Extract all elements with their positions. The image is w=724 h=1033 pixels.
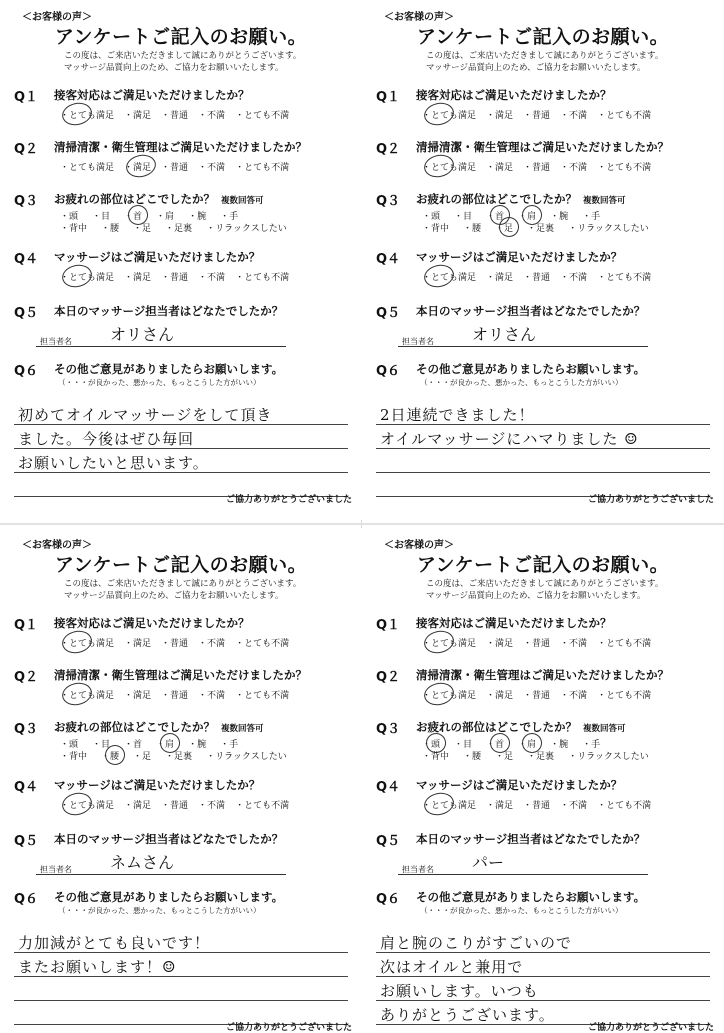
body-part-item[interactable]: ・手 (582, 212, 601, 222)
handwritten-comment-line: またお願いします！☺ (18, 958, 177, 976)
question-number: Q１ (376, 90, 401, 105)
option-item[interactable]: ・とても満足 (422, 273, 477, 283)
thanks-text: ご協力ありがとうございました (225, 1023, 352, 1033)
question-text: 本日のマッサージ担当者はどなたでしたか？ (416, 832, 646, 846)
question-number: Q２ (376, 670, 401, 685)
body-part-item[interactable]: ・手 (582, 740, 601, 750)
body-part-item[interactable]: ・リラックスしたい (206, 224, 287, 234)
option-item[interactable]: ・普通 (161, 273, 189, 283)
question-text: その他ご意見がありましたらお願いします。 (416, 362, 646, 376)
option-item[interactable]: ・満足 (124, 691, 152, 701)
ruled-line (14, 1000, 348, 1001)
body-part-item[interactable]: ・首 (124, 212, 143, 222)
body-part-item[interactable]: ・足裏 (165, 224, 193, 234)
ruled-line (376, 472, 710, 473)
handwritten-comment-line: 次はオイルと兼用で (380, 958, 524, 976)
intro-line: この度は、ご来店いただきまして誠にありがとうございます。 (426, 579, 664, 589)
question-number: Q１ (376, 618, 401, 633)
intro-line: この度は、ご来店いただきまして誠にありがとうございます。 (426, 51, 664, 61)
option-item[interactable]: ・不満 (198, 639, 226, 649)
thanks-text: ご協力ありがとうございました (587, 1023, 714, 1033)
handwritten-circle-mark (422, 628, 456, 656)
question-text: マッサージはご満足いただけましたか？ (416, 778, 623, 792)
body-part-item[interactable]: ・腰 (101, 224, 120, 234)
handwritten-circle-mark (422, 790, 456, 818)
option-item[interactable]: ・とても不満 (235, 691, 290, 701)
option-item[interactable]: ・とても不満 (597, 801, 652, 811)
body-part-item[interactable]: ・腰 (463, 752, 482, 762)
question-number: Q５ (14, 306, 39, 321)
form-title: アンケートご記入のお願い。 (416, 554, 670, 576)
body-part-item[interactable]: ・足 (133, 224, 152, 234)
question-number: Q３ (376, 194, 401, 209)
question-text: 接客対応はご満足いただけましたか？ (416, 88, 612, 102)
question-text (416, 191, 626, 207)
handwritten-circle-mark (422, 152, 456, 180)
staff-name-line (398, 874, 648, 875)
survey-card (0, 0, 362, 520)
body-part-item[interactable]: ・リラックスしたい (568, 224, 649, 234)
body-part-item[interactable]: ・足裏 (527, 224, 555, 234)
intro-text (64, 50, 301, 74)
option-item[interactable]: ・とても不満 (597, 691, 652, 701)
satisfaction-options (60, 160, 299, 173)
staff-label: 担当者名 (40, 865, 72, 874)
question-text: 接客対応はご満足いただけましたか？ (416, 616, 612, 630)
question-number: Q２ (14, 142, 39, 157)
satisfaction-options (60, 798, 299, 811)
option-item[interactable]: ・普通 (523, 163, 551, 173)
body-part-item[interactable]: ・肩 (518, 212, 537, 222)
satisfaction-options (60, 270, 299, 283)
question-text (416, 719, 626, 735)
question-number: Q３ (376, 722, 401, 737)
survey-card (0, 528, 362, 1033)
thanks-text: ご協力ありがとうございました (587, 495, 714, 505)
handwritten-circle-mark (60, 680, 94, 708)
intro-line: マッサージ品質向上のため、ご協力をお願いいたします。 (426, 63, 646, 73)
body-parts-row (60, 221, 301, 234)
body-parts-row (422, 749, 663, 762)
question-number: Q４ (376, 780, 401, 795)
option-item[interactable]: ・とても不満 (597, 163, 652, 173)
body-part-item[interactable]: ・背中 (422, 752, 450, 762)
intro-line: この度は、ご来店いただきまして誠にありがとうございます。 (64, 51, 302, 61)
body-part-item[interactable]: ・目 (92, 212, 111, 222)
body-part-item[interactable]: ・足裏 (527, 752, 555, 762)
satisfaction-options (422, 108, 661, 121)
multi-answer-note: 複数回答可 (583, 196, 626, 206)
question-text: 接客対応はご満足いただけましたか？ (54, 88, 250, 102)
handwritten-comment-line: ました。今後はぜひ毎回 (18, 430, 195, 448)
option-item[interactable]: ・満足 (486, 639, 514, 649)
staff-name-line (398, 346, 648, 347)
intro-line: マッサージ品質向上のため、ご協力をお願いいたします。 (64, 591, 284, 601)
body-part-item[interactable]: ・目 (454, 740, 473, 750)
option-item[interactable]: ・普通 (523, 691, 551, 701)
q6-subnote: （・・・が良かった、悪かった、もっとこうした方がいい） (58, 906, 261, 915)
question-text: 本日のマッサージ担当者はどなたでしたか？ (416, 304, 646, 318)
body-part-item[interactable]: ・腕 (188, 212, 207, 222)
body-part-item[interactable]: ・背中 (60, 224, 88, 234)
question-number: Q１ (14, 90, 39, 105)
body-part-item[interactable]: ・腕 (550, 740, 569, 750)
staff-name-handwritten: オリさん (110, 325, 175, 344)
body-part-item[interactable]: ・腰 (101, 752, 120, 762)
question-number: Q３ (14, 194, 39, 209)
form-title: アンケートご記入のお願い。 (54, 554, 308, 576)
satisfaction-options (60, 636, 299, 649)
question-number: Q６ (376, 892, 401, 907)
option-item[interactable]: ・普通 (161, 163, 189, 173)
option-item[interactable]: ・とても不満 (235, 273, 290, 283)
body-part-item[interactable]: ・目 (92, 740, 111, 750)
option-item[interactable]: ・満足 (486, 691, 514, 701)
staff-name-line (36, 874, 286, 875)
option-item[interactable]: ・普通 (523, 639, 551, 649)
handwritten-comment-line: 肩と腕のこりがすごいので (380, 934, 573, 952)
question-number: Q４ (14, 780, 39, 795)
handwritten-comment-line: ありがとうございます。 (380, 1006, 555, 1024)
option-item[interactable]: ・満足 (124, 163, 152, 173)
body-part-item[interactable]: ・足 (495, 752, 514, 762)
option-item[interactable]: ・満足 (486, 111, 514, 121)
body-part-item[interactable]: ・頭 (422, 212, 441, 222)
body-part-item[interactable]: ・リラックスしたい (568, 752, 649, 762)
option-item[interactable]: ・不満 (560, 691, 588, 701)
handwritten-circle-mark (60, 100, 94, 128)
question-number: Q６ (14, 364, 39, 379)
intro-text (426, 578, 663, 602)
body-part-item[interactable]: ・頭 (60, 740, 79, 750)
handwritten-comment-line: オイルマッサージにハマりました ☺ (380, 430, 639, 448)
option-item[interactable]: ・とても満足 (60, 691, 115, 701)
staff-name-handwritten: ネムさん (110, 853, 175, 872)
option-item[interactable]: ・不満 (198, 163, 226, 173)
thanks-text: ご協力ありがとうございました (225, 495, 352, 505)
option-item[interactable]: ・満足 (486, 273, 514, 283)
horizontal-divider (0, 523, 724, 525)
handwritten-circle-mark (422, 262, 456, 290)
question-text-main: お疲れの部位はどこでしたか？ (416, 720, 577, 734)
satisfaction-options (60, 108, 299, 121)
form-title: アンケートご記入のお願い。 (416, 26, 670, 48)
handwritten-comment-line: 初めてオイルマッサージをして頂き (18, 406, 273, 424)
option-item[interactable]: ・とても不満 (235, 801, 290, 811)
handwritten-circle-mark (422, 100, 456, 128)
handwritten-circle-mark (60, 628, 94, 656)
question-text (54, 719, 264, 735)
handwritten-circle-mark (60, 790, 94, 818)
body-part-item[interactable]: ・腕 (550, 212, 569, 222)
option-item[interactable]: ・満足 (124, 273, 152, 283)
question-text: 清掃清潔・衛生管理はご満足いただけましたか？ (54, 668, 307, 682)
survey-card (362, 0, 724, 520)
handwritten-comment-line: お願いします。いつも (380, 982, 539, 1000)
question-text-main: お疲れの部位はどこでしたか？ (54, 192, 215, 206)
body-part-item[interactable]: ・首 (486, 212, 505, 222)
multi-answer-note: 複数回答可 (221, 196, 264, 206)
question-text: マッサージはご満足いただけましたか？ (54, 778, 261, 792)
staff-name-handwritten: パー (472, 853, 505, 872)
body-part-item[interactable]: ・肩 (156, 740, 175, 750)
satisfaction-options (422, 798, 661, 811)
body-part-item[interactable]: ・背中 (60, 752, 88, 762)
body-part-item[interactable]: ・手 (220, 740, 239, 750)
option-item[interactable]: ・とても不満 (597, 111, 652, 121)
question-text: 清掃清潔・衛生管理はご満足いただけましたか？ (416, 668, 669, 682)
body-part-item[interactable]: ・リラックスしたい (206, 752, 287, 762)
body-part-item[interactable]: ・足裏 (165, 752, 193, 762)
handwritten-circle-mark (422, 680, 456, 708)
voice-label: ＜お客様の声＞ (22, 540, 92, 551)
body-part-item[interactable]: ・肩 (518, 740, 537, 750)
option-item[interactable]: ・不満 (560, 163, 588, 173)
satisfaction-options (422, 160, 661, 173)
question-number: Q６ (376, 364, 401, 379)
question-text: 清掃清潔・衛生管理はご満足いただけましたか？ (416, 140, 669, 154)
intro-text (64, 578, 301, 602)
body-parts-row (60, 749, 301, 762)
question-text: その他ご意見がありましたらお願いします。 (54, 362, 284, 376)
form-title: アンケートご記入のお願い。 (54, 26, 308, 48)
option-item[interactable]: ・とても満足 (422, 163, 477, 173)
option-item[interactable]: ・普通 (523, 801, 551, 811)
question-text: 清掃清潔・衛生管理はご満足いただけましたか？ (54, 140, 307, 154)
option-item[interactable]: ・とても満足 (60, 273, 115, 283)
option-item[interactable]: ・とても不満 (235, 111, 290, 121)
staff-label: 担当者名 (40, 337, 72, 346)
question-number: Q２ (376, 142, 401, 157)
question-text-main: お疲れの部位はどこでしたか？ (416, 192, 577, 206)
option-item[interactable]: ・不満 (560, 639, 588, 649)
question-number: Q４ (14, 252, 39, 267)
body-part-item[interactable]: ・足 (495, 224, 514, 234)
option-item[interactable]: ・不満 (198, 801, 226, 811)
option-item[interactable]: ・普通 (161, 691, 189, 701)
option-item[interactable]: ・不満 (560, 111, 588, 121)
option-item[interactable]: ・不満 (560, 273, 588, 283)
handwritten-comment-line: 力加減がとても良いです！ (18, 934, 211, 952)
question-text: 本日のマッサージ担当者はどなたでしたか？ (54, 304, 284, 318)
q6-subnote: （・・・が良かった、悪かった、もっとこうした方がいい） (420, 906, 623, 915)
voice-label: ＜お客様の声＞ (384, 12, 454, 23)
q6-subnote: （・・・が良かった、悪かった、もっとこうした方がいい） (420, 378, 623, 387)
handwritten-comment-line: 2日連続できました！ (380, 406, 535, 424)
option-item[interactable]: ・満足 (124, 111, 152, 121)
option-item[interactable]: ・とても満足 (422, 691, 477, 701)
satisfaction-options (422, 688, 661, 701)
question-text: 本日のマッサージ担当者はどなたでしたか？ (54, 832, 284, 846)
option-item[interactable]: ・とても満足 (60, 801, 115, 811)
staff-label: 担当者名 (402, 865, 434, 874)
question-text: その他ご意見がありましたらお願いします。 (416, 890, 646, 904)
question-text-main: お疲れの部位はどこでしたか？ (54, 720, 215, 734)
multi-answer-note: 複数回答可 (583, 724, 626, 734)
option-item[interactable]: ・とても満足 (422, 801, 477, 811)
body-part-item[interactable]: ・腰 (463, 224, 482, 234)
staff-name-line (36, 346, 286, 347)
option-item[interactable]: ・不満 (560, 801, 588, 811)
question-number: Q４ (376, 252, 401, 267)
option-item[interactable]: ・とても満足 (60, 111, 115, 121)
handwritten-circle-mark (124, 152, 158, 180)
option-item[interactable]: ・とても満足 (422, 639, 477, 649)
survey-card (362, 528, 724, 1033)
handwritten-comment-line: お願いしたいと思います。 (18, 454, 209, 472)
option-item[interactable]: ・とても満足 (60, 639, 115, 649)
body-part-item[interactable]: ・腕 (188, 740, 207, 750)
body-part-item[interactable]: ・首 (486, 740, 505, 750)
question-text (54, 191, 264, 207)
staff-label: 担当者名 (402, 337, 434, 346)
intro-line: マッサージ品質向上のため、ご協力をお願いいたします。 (426, 591, 646, 601)
option-item[interactable]: ・不満 (198, 273, 226, 283)
voice-label: ＜お客様の声＞ (22, 12, 92, 23)
voice-label: ＜お客様の声＞ (384, 540, 454, 551)
option-item[interactable]: ・満足 (486, 163, 514, 173)
body-part-item[interactable]: ・目 (454, 212, 473, 222)
multi-answer-note: 複数回答可 (221, 724, 264, 734)
question-text: マッサージはご満足いただけましたか？ (416, 250, 623, 264)
option-item[interactable]: ・とても不満 (597, 639, 652, 649)
intro-line: この度は、ご来店いただきまして誠にありがとうございます。 (64, 579, 302, 589)
question-number: Q５ (376, 306, 401, 321)
question-text: 接客対応はご満足いただけましたか？ (54, 616, 250, 630)
q6-subnote: （・・・が良かった、悪かった、もっとこうした方がいい） (58, 378, 261, 387)
option-item[interactable]: ・とても満足 (422, 111, 477, 121)
option-item[interactable]: ・とても不満 (597, 273, 652, 283)
staff-name-handwritten: オリさん (472, 325, 537, 344)
option-item[interactable]: ・満足 (486, 801, 514, 811)
question-text: マッサージはご満足いただけましたか？ (54, 250, 261, 264)
question-number: Q５ (14, 834, 39, 849)
question-number: Q１ (14, 618, 39, 633)
body-part-item[interactable]: ・頭 (422, 740, 441, 750)
question-number: Q５ (376, 834, 401, 849)
handwritten-circle-mark (60, 262, 94, 290)
satisfaction-options (422, 636, 661, 649)
option-item[interactable]: ・普通 (161, 639, 189, 649)
option-item[interactable]: ・普通 (161, 111, 189, 121)
option-item[interactable]: ・とても不満 (235, 639, 290, 649)
body-part-item[interactable]: ・背中 (422, 224, 450, 234)
option-item[interactable]: ・満足 (124, 801, 152, 811)
satisfaction-options (422, 270, 661, 283)
option-item[interactable]: ・とても不満 (235, 163, 290, 173)
question-number: Q３ (14, 722, 39, 737)
option-item[interactable]: ・不満 (198, 111, 226, 121)
intro-line: マッサージ品質向上のため、ご協力をお願いいたします。 (64, 63, 284, 73)
intro-text (426, 50, 663, 74)
body-part-item[interactable]: ・頭 (60, 212, 79, 222)
question-number: Q２ (14, 670, 39, 685)
body-part-item[interactable]: ・首 (124, 740, 143, 750)
option-item[interactable]: ・不満 (198, 691, 226, 701)
option-item[interactable]: ・とても満足 (60, 163, 115, 173)
body-parts-row (422, 221, 663, 234)
body-part-item[interactable]: ・手 (220, 212, 239, 222)
question-number: Q６ (14, 892, 39, 907)
option-item[interactable]: ・普通 (523, 111, 551, 121)
satisfaction-options (60, 688, 299, 701)
option-item[interactable]: ・普通 (161, 801, 189, 811)
question-text: その他ご意見がありましたらお願いします。 (54, 890, 284, 904)
option-item[interactable]: ・普通 (523, 273, 551, 283)
option-item[interactable]: ・満足 (124, 639, 152, 649)
body-part-item[interactable]: ・肩 (156, 212, 175, 222)
body-part-item[interactable]: ・足 (133, 752, 152, 762)
